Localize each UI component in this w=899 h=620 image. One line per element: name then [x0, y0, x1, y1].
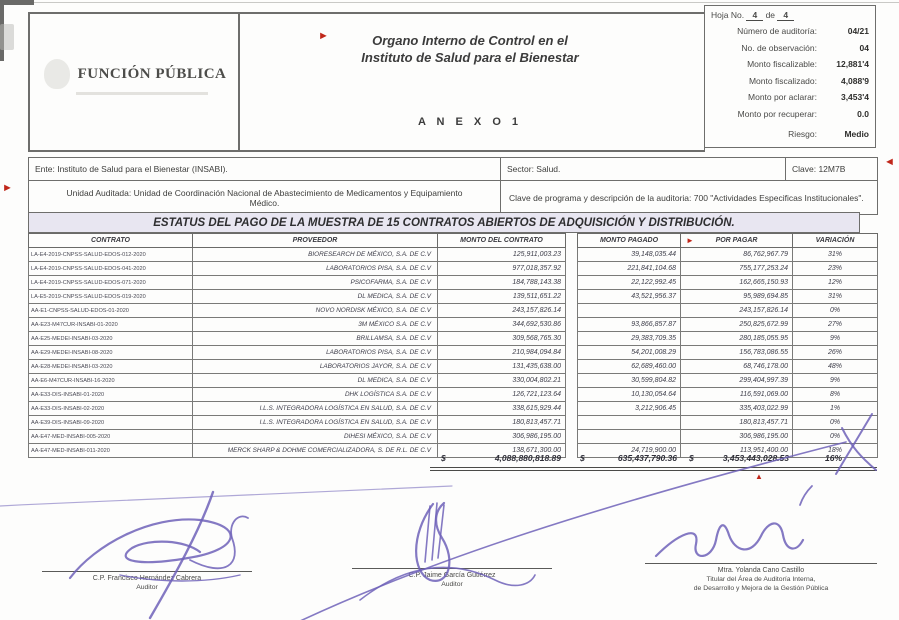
hoja-number: 4	[746, 10, 763, 21]
audit-info-row	[711, 73, 869, 90]
org-title-line1: Organo Interno de Control en el	[372, 33, 568, 48]
provider-cell: BIORESEARCH DE MÉXICO, S.A. DE C.V	[193, 248, 438, 262]
signature-line	[645, 563, 877, 564]
monto-pagado-cell	[578, 416, 681, 430]
unidad-auditada-cell: Unidad Auditada: Unidad de Coordinación Nacional de Abastecimiento de Medicamentos y Equipamiento Médico.	[29, 181, 501, 214]
total-monto-value: 4,088,880,818.89	[494, 453, 561, 463]
signatory-name: C.P. Jaime García Gutiérrez	[408, 572, 496, 579]
por-pagar-cell: 280,185,055.95	[681, 332, 793, 346]
monto-pagado-cell: 29,383,709.35	[578, 332, 681, 346]
monto-contrato-cell: 309,568,765.30	[438, 332, 566, 346]
variacion-cell: 31%	[793, 248, 878, 262]
monto-contrato-cell: 138,671,300.00	[438, 444, 566, 458]
monto-pagado-cell: 93,866,857.87	[578, 318, 681, 332]
signatory-name: C.P. Francisco Hernández Cabrera	[92, 575, 202, 582]
monto-contrato-cell: 131,435,638.00	[438, 360, 566, 374]
table-row	[29, 276, 566, 290]
table-row	[29, 318, 566, 332]
table-row	[578, 416, 878, 430]
table-row	[578, 318, 878, 332]
monto-contrato-cell: 210,984,094.84	[438, 346, 566, 360]
hoja-total: 4	[777, 10, 794, 21]
signature-block-0	[42, 571, 252, 592]
por-pagar-cell: 95,989,694.85	[681, 290, 793, 304]
table-row	[29, 346, 566, 360]
table-row	[578, 430, 878, 444]
hoja-label: Hoja No.	[711, 10, 745, 20]
total-monto-contrato	[437, 451, 565, 465]
signature-line	[42, 571, 252, 572]
monto-contrato-cell: 330,004,802.21	[438, 374, 566, 388]
contract-id-cell: LA-E5-2019-CNPSS-SALUD-EDOS-019-2020	[29, 290, 193, 304]
hoja-de: de	[765, 10, 776, 20]
monto-pagado-cell: 54,201,008.29	[578, 346, 681, 360]
audit-info-label: Número de auditoría:	[737, 26, 817, 36]
anexo-label: A N E X O 1	[417, 116, 523, 128]
provider-cell: MERCK SHARP & DOHME COMERCIALIZADORA, S. DE R.L. DE C.V	[193, 444, 438, 458]
table-row	[29, 290, 566, 304]
contract-id-cell: AA-E25-MEDEI-INSABI-03-2020	[29, 332, 193, 346]
monto-contrato-cell: 243,157,826.14	[438, 304, 566, 318]
signatory-title: Auditor	[136, 584, 158, 591]
programa-cell: Clave de programa y descripción de la auditoria: 700 "Actividades Especificas Institucionales".	[509, 192, 864, 203]
audit-info-value: 0.0	[857, 108, 869, 119]
audit-info-value: 04/21	[847, 26, 869, 36]
provider-cell: PSICOFARMA, S.A. DE C.V	[193, 276, 438, 290]
variacion-cell: 23%	[793, 262, 878, 276]
audit-info-value: 3,453'4	[840, 92, 869, 102]
signatory-title: Titular del Área de Auditoría Interna,	[706, 576, 816, 583]
entity-table	[28, 157, 878, 215]
org-title	[236, 32, 704, 66]
sector-cell: Sector: Salud.	[501, 158, 786, 180]
audit-info-row	[711, 89, 869, 106]
variacion-cell: 9%	[793, 374, 878, 388]
variacion-cell: 27%	[793, 318, 878, 332]
por-pagar-cell: 299,404,997.39	[681, 374, 793, 388]
signatory-title: Auditor	[441, 581, 463, 588]
logo-text: FUNCIÓN PÚBLICA	[77, 65, 227, 82]
monto-pagado-cell: 221,841,104.68	[578, 262, 681, 276]
variacion-cell: 0%	[793, 304, 878, 318]
provider-cell: I.L.S. INTEGRADORA LOGÍSTICA EN SALUD, S.A. DE C.V	[193, 416, 438, 430]
provider-cell: DHK LOGÍSTICA S.A. DE C.V	[193, 388, 438, 402]
monto-pagado-cell	[578, 430, 681, 444]
total-por-pagar	[686, 451, 792, 465]
audit-info-row	[711, 40, 869, 57]
table-row	[578, 388, 878, 402]
monto-contrato-cell: 184,788,143.38	[438, 276, 566, 290]
contract-id-cell: AA-E28-MEDEI-INSABI-03-2020	[29, 360, 193, 374]
table-row	[29, 416, 566, 430]
red-arrow-clave-marker: ◄	[884, 156, 895, 168]
table-row	[578, 248, 878, 262]
red-arrow-title-marker: ►	[318, 30, 329, 42]
table-row	[29, 374, 566, 388]
currency-sign: $	[441, 453, 446, 463]
monto-pagado-cell: 43,521,956.37	[578, 290, 681, 304]
table-row	[29, 332, 566, 346]
contract-id-cell: LA-E4-2019-CNPSS-SALUD-EDOS-012-2020	[29, 248, 193, 262]
table-row	[29, 402, 566, 416]
monto-contrato-cell: 180,813,457.71	[438, 416, 566, 430]
monto-pagado-cell: 62,689,460.00	[578, 360, 681, 374]
contract-id-cell: AA-E33-DIS-INSABI-02-2020	[29, 402, 193, 416]
col-header-monto-contrato: MONTO DEL CONTRATO	[438, 234, 566, 248]
provider-cell: NOVO NORDISK MÉXICO, S.A. DE C.V	[193, 304, 438, 318]
provider-cell: LABORATORIOS PISA, S.A. DE C.V	[193, 262, 438, 276]
monto-pagado-cell: 39,148,035.44	[578, 248, 681, 262]
monto-pagado-cell: 30,599,804.82	[578, 374, 681, 388]
audit-info-box	[704, 5, 876, 148]
por-pagar-cell: 243,157,826.14	[681, 304, 793, 318]
currency-sign: $	[580, 453, 585, 463]
table-row	[578, 304, 878, 318]
audit-info-rows	[711, 23, 869, 143]
ente-cell: Ente: Instituto de Salud para el Bienestar (INSABI).	[29, 158, 501, 180]
monto-contrato-cell: 139,511,651.22	[438, 290, 566, 304]
table-row	[578, 360, 878, 374]
variacion-cell: 26%	[793, 346, 878, 360]
audit-info-row	[711, 23, 869, 40]
total-monto-pagado	[577, 451, 680, 465]
provider-cell: I.L.S. INTEGRADORA LOGÍSTICA EN SALUD, S.A. DE C.V	[193, 402, 438, 416]
table-row	[578, 276, 878, 290]
contract-id-cell: LA-E4-2019-CNPSS-SALUD-EDOS-041-2020	[29, 262, 193, 276]
table-row	[578, 346, 878, 360]
contract-id-cell: AA-E47-MED-INSABI-011-2020	[29, 444, 193, 458]
por-pagar-cell: 156,783,086.55	[681, 346, 793, 360]
total-pagado-value: 635,437,790.36	[617, 453, 677, 463]
variacion-cell: 1%	[793, 402, 878, 416]
monto-pagado-cell: 24,719,900.00	[578, 444, 681, 458]
audit-info-label: Monto fiscalizable:	[747, 59, 817, 69]
contract-id-cell: AA-E23-M47CUR-INSABI-01-2020	[29, 318, 193, 332]
variacion-cell: 9%	[793, 332, 878, 346]
audit-info-label: Monto por aclarar:	[748, 92, 817, 102]
variacion-cell: 18%	[793, 444, 878, 458]
por-pagar-cell: 755,177,253.24	[681, 262, 793, 276]
monto-contrato-cell: 125,911,003.23	[438, 248, 566, 262]
title-box	[236, 12, 705, 152]
contract-id-cell: AA-E33-DIS-INSABI-01-2020	[29, 388, 193, 402]
contract-id-cell: AA-E6-M47CUR-INSABI-16-2020	[29, 374, 193, 388]
monto-contrato-cell: 344,692,530.86	[438, 318, 566, 332]
col-header-variacion: VARIACIÓN	[793, 234, 878, 248]
contract-id-cell: LA-E4-2019-CNPSS-SALUD-EDOS-071-2020	[29, 276, 193, 290]
contracts-table-left	[28, 233, 566, 458]
audit-info-label: No. de observación:	[741, 42, 817, 53]
provider-cell: 3M MÉXICO S.A. DE C.V	[193, 318, 438, 332]
logo-box	[28, 12, 240, 152]
por-pagar-cell: 86,762,967.79	[681, 248, 793, 262]
total-variacion: 16%	[824, 453, 842, 463]
table-row	[29, 262, 566, 276]
signatory-name: Mtra. Yolanda Cano Castillo	[717, 567, 805, 574]
variacion-cell: 48%	[793, 360, 878, 374]
monto-pagado-cell: 22,122,992.45	[578, 276, 681, 290]
variacion-cell: 8%	[793, 388, 878, 402]
audit-info-label: Monto por recuperar:	[737, 108, 817, 119]
audit-info-value: Medio	[844, 129, 869, 139]
audit-info-value: 04	[859, 42, 869, 53]
table-row	[578, 402, 878, 416]
provider-cell: BRILLAMSA, S.A. DE C.V	[193, 332, 438, 346]
por-pagar-cell: 113,951,400.00	[681, 444, 793, 458]
audit-info-row	[711, 106, 869, 123]
por-pagar-cell: 180,813,457.71	[681, 416, 793, 430]
monto-pagado-cell	[578, 304, 681, 318]
audit-info-value: 4,088'9	[840, 75, 869, 86]
signature-block-1	[352, 568, 552, 589]
provider-cell: LABORATORIOS PISA, S.A. DE C.V	[193, 346, 438, 360]
table-row	[29, 388, 566, 402]
table-row	[29, 248, 566, 262]
contract-id-cell: AA-E1-CNPSS-SALUD-EDOS-01-2020	[29, 304, 193, 318]
total-porpagar-value: 3,453,443,028.53	[722, 453, 789, 463]
variacion-cell: 31%	[793, 290, 878, 304]
audit-info-value: 12,881'4	[836, 59, 869, 69]
provider-cell: DL MEDICA, S.A. DE C.V	[193, 290, 438, 304]
red-arrow-unidad-marker: ►	[2, 182, 13, 194]
eagle-emblem-icon	[44, 59, 70, 89]
currency-sign: $	[689, 453, 694, 463]
audit-info-label: Riesgo:	[788, 129, 817, 139]
por-pagar-cell: 162,665,150.93	[681, 276, 793, 290]
scan-edge-line	[0, 2, 899, 3]
por-pagar-cell: 335,403,022.99	[681, 402, 793, 416]
monto-contrato-cell: 126,721,123.64	[438, 388, 566, 402]
org-title-line2: Instituto de Salud para el Bienestar	[361, 50, 579, 65]
totals-double-rule	[430, 467, 877, 471]
table-row	[578, 262, 878, 276]
audit-info-row	[711, 126, 869, 143]
col-header-proveedor: PROVEEDOR	[193, 234, 438, 248]
table-row	[578, 290, 878, 304]
por-pagar-cell: 306,986,195.00	[681, 430, 793, 444]
variacion-cell: 0%	[793, 430, 878, 444]
audit-info-label: Monto fiscalizado:	[748, 75, 817, 86]
hoja-row	[711, 10, 869, 20]
table-row	[578, 374, 878, 388]
por-pagar-cell: 116,591,069.00	[681, 388, 793, 402]
table-row	[29, 360, 566, 374]
provider-cell: LABORATORIOS JAYOR, S.A. DE C.V	[193, 360, 438, 374]
monto-contrato-cell: 977,018,357.92	[438, 262, 566, 276]
contract-id-cell: AA-E39-DIS-INSABI-09-2020	[29, 416, 193, 430]
red-arrow-porpagar-marker: ►	[686, 236, 694, 245]
contract-id-cell: AA-E29-MEDEI-INSABI-08-2020	[29, 346, 193, 360]
variacion-cell: 0%	[793, 416, 878, 430]
provider-cell: DL MEDICA, S.A. DE C.V	[193, 374, 438, 388]
monto-pagado-cell: 3,212,906.45	[578, 402, 681, 416]
contracts-table-right	[577, 233, 878, 458]
audit-info-row	[711, 56, 869, 73]
monto-contrato-cell: 338,615,929.44	[438, 402, 566, 416]
signature-block-2	[645, 563, 877, 593]
contract-id-cell: AA-E47-MED-INSABI-005-2020	[29, 430, 193, 444]
monto-pagado-cell: 10,130,054.64	[578, 388, 681, 402]
col-header-contrato: CONTRATO	[29, 234, 193, 248]
col-header-por-pagar: POR PAGAR	[681, 234, 793, 248]
signatory-title: de Desarrollo y Mejora de la Gestión Pública	[693, 585, 829, 592]
monto-contrato-cell: 306,986,195.00	[438, 430, 566, 444]
col-header-monto-pagado: MONTO PAGADO	[578, 234, 681, 248]
red-arrow-total-marker: ▲	[755, 472, 763, 481]
table-row	[578, 332, 878, 346]
scan-smudge	[0, 24, 14, 50]
logo-underline	[76, 92, 208, 95]
signature-line	[352, 568, 552, 569]
table-row	[29, 304, 566, 318]
variacion-cell: 12%	[793, 276, 878, 290]
provider-cell: DIHESI MÉXICO, S.A. DE C.V	[193, 430, 438, 444]
por-pagar-cell: 250,825,672.99	[681, 318, 793, 332]
clave-cell: Clave: 12M7B	[792, 164, 846, 174]
table-title: ESTATUS DEL PAGO DE LA MUESTRA DE 15 CONTRATOS ABIERTOS DE ADQUISICIÓN Y DISTRIBUCIÓN.	[28, 212, 860, 233]
por-pagar-cell: 68,746,178.00	[681, 360, 793, 374]
table-row	[29, 430, 566, 444]
